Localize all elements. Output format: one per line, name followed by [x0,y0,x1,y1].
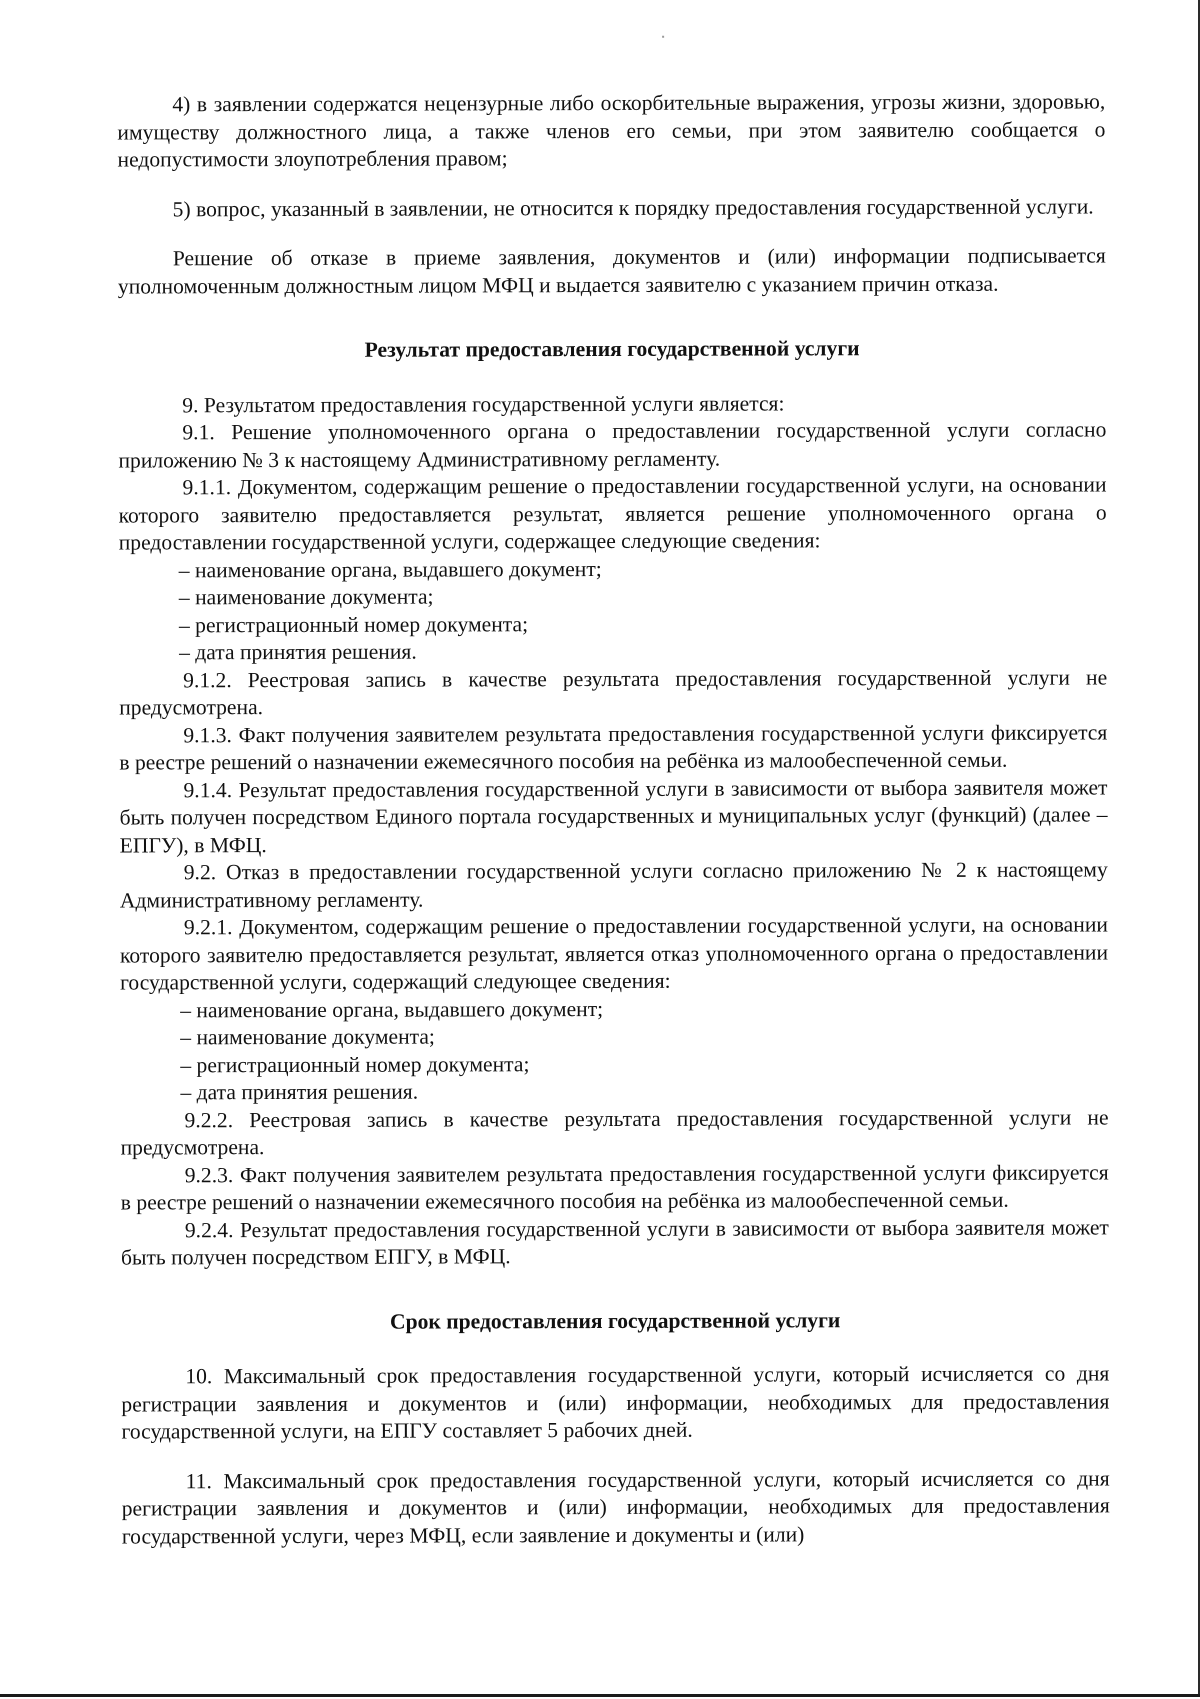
list-item: – регистрационный номер документа; [180,1051,530,1077]
paragraph-9-2-1: 9.2.1. Документом, содержащим решение о предоставлении государственной услуги, на основании которого заявителю предоставляется результат, является отказ уполномоченного органа о предоставлении государственной услуги, содержащий следующее сведения: [119,912,1109,995]
paragraph-9-2-3: 9.2.3. Факт получения заявителем результата предоставления государственной услуги фиксируется в реестре решений о назначении ежемесячного пособия на ребёнка из малообеспеченной семьи. [120,1159,1109,1215]
paragraph-9-2-2: 9.2.2. Реестровая запись в качестве результата предоставления государственной услуги не предусмотрена. [120,1104,1109,1160]
list-item: – наименование органа, выдавшего документ; [178,556,602,582]
heading-service-result: Результат предоставления государственной услуги [364,336,860,362]
list-item: – наименование документа; [180,1024,435,1050]
paragraph-item-5: 5) вопрос, указанный в заявлении, не относится к порядку предоставления государственной услуги. [172,193,1094,221]
paragraph-9-1-3: 9.1.3. Факт получения заявителем результата предоставления государственной услуги фиксируется в реестре решений о назначении ежемесячного пособия на ребёнка из малообеспеченной семьи. [119,719,1108,775]
paragraph-10: 10. Максимальный срок предоставления государственной услуги, который исчисляется со дня регистрации заявления и документов и (или) информации, необходимых для предоставления государственной услуги, на ЕПГУ составляет 5 рабочих дней. [121,1361,1110,1444]
paragraph-9: 9. Результатом предоставления государственной услуги является: [182,390,785,417]
list-item: – наименование органа, выдавшего документ; [180,996,604,1022]
paragraph-9-2: 9.2. Отказ в предоставлении государственной услуги согласно приложению № 2 к настоящему Административному регламенту. [119,857,1108,913]
paragraph-9-2-4: 9.2.4. Результат предоставления государственной услуги в зависимости от выбора заявителя может быть получен посредством ЕПГУ, в МФЦ. [120,1214,1109,1270]
paragraph-refusal-decision: Решение об отказе в приеме заявления, документов и (или) информации подписывается уполномоченным должностным лицом МФЦ и выдается заявителю с указанием причин отказа. [117,243,1106,299]
list-item: – наименование документа; [178,584,434,610]
paragraph-9-1: 9.1. Решение уполномоченного органа о предоставлении государственной услуги согласно приложению № 3 к настоящему Административному регламенту. [118,417,1107,473]
paragraph-9-1-2: 9.1.2. Реестровая запись в качестве результата предоставления государственной услуги не предусмотрена. [119,664,1108,720]
list-item: – дата принятия решения. [180,1079,419,1105]
list-item: – дата принятия решения. [179,639,417,665]
paragraph-9-1-4: 9.1.4. Результат предоставления государственной услуги в зависимости от выбора заявителя может быть получен посредством Единого портала государственных и муниципальных услуг (функций) (далее – ЕПГУ), в МФЦ. [119,774,1108,858]
paragraph-11: 11. Максимальный срок предоставления государственной услуги, который исчисляется со дня регистрации заявления и документов и (или) информации, необходимых для предоставления государственной услуги, через МФЦ, если заявление и документы и (или) [121,1465,1110,1549]
heading-service-term: Срок предоставления государственной услуги [389,1307,841,1334]
document-body [117,88,1110,1550]
paragraph-9-1-1: 9.1.1. Документом, содержащим решение о предоставлении государственной услуги, на основании которого заявителю предоставляется результат, является решение уполномоченного органа о предоставлении государственной услуги, содержащее следующие сведения: [118,472,1107,555]
list-item: – регистрационный номер документа; [178,611,529,637]
scan-speck [662,36,664,38]
paragraph-item-4: 4) в заявлении содержатся нецензурные либо оскорбительные выражения, угрозы жизни, здоровью, имуществу должностного лица, а также членов его семьи, при этом заявителю сообщается о недопустимости злоупотребления правом; [117,89,1106,172]
